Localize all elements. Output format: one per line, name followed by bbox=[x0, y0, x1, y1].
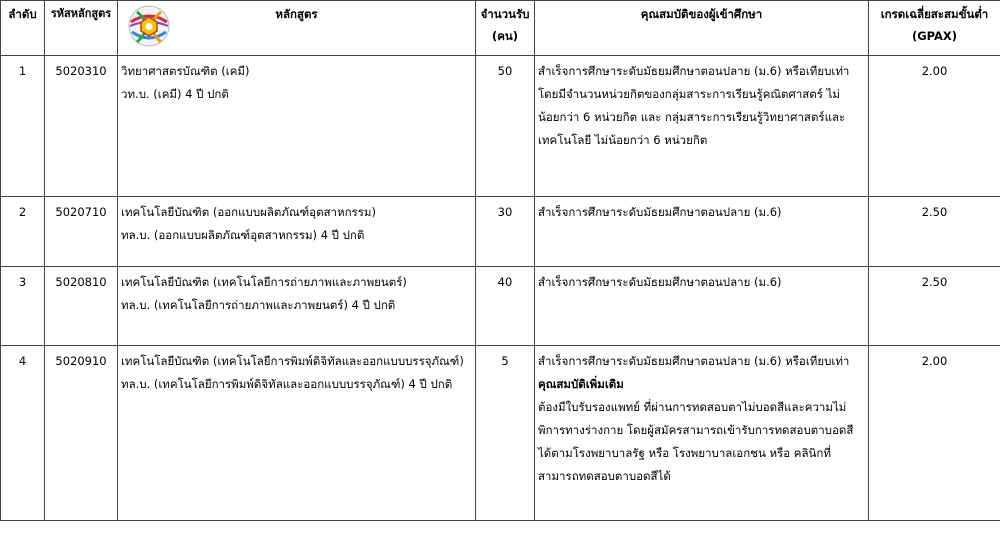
header-gpax: เกรดเฉลี่ยสะสมขั้นต่ำ (GPAX) bbox=[869, 1, 1000, 56]
row-qualification: สำเร็จการศึกษาระดับมัธยมศึกษาตอนปลาย (ม.6) หรือเทียบเท่า โดยมีจำนวนหน่วยกิตของกลุ่มสาระการเรียนรู้คณิตศาสตร์ ไม่ น้อยกว่า 6 หน่วยกิต และ กลุ่มสาระการเรียนรู้วิทยาศาสตร์และ เทคโนโลยี ไม่น้อยกว่า 6 หน่วยกิต bbox=[535, 56, 869, 197]
row-qualification: สำเร็จการศึกษาระดับมัธยมศึกษาตอนปลาย (ม.6) bbox=[535, 267, 869, 346]
row-seats: 50 bbox=[476, 56, 535, 197]
row-no: 2 bbox=[1, 197, 45, 267]
table-row bbox=[1, 346, 1000, 521]
row-course: เทคโนโลยีบัณฑิต (เทคโนโลยีการถ่ายภาพและภาพยนตร์) ทล.บ. (เทคโนโลยีการถ่ายภาพและภาพยนตร์) 4 ปี ปกติ bbox=[118, 267, 476, 346]
row-gpax: 2.50 bbox=[869, 197, 1000, 267]
row-no: 1 bbox=[1, 56, 45, 197]
row-no: 4 bbox=[1, 346, 45, 521]
row-seats: 40 bbox=[476, 267, 535, 346]
header-course: หลักสูตร bbox=[118, 1, 476, 56]
row-gpax: 2.00 bbox=[869, 56, 1000, 197]
row-code: 5020310 bbox=[45, 56, 118, 197]
row-qualification: สำเร็จการศึกษาระดับมัธยมศึกษาตอนปลาย (ม.6) bbox=[535, 197, 869, 267]
header-code: รหัสหลักสูตร bbox=[45, 1, 118, 56]
row-qualification: สำเร็จการศึกษาระดับมัธยมศึกษาตอนปลาย (ม.6) หรือเทียบเท่า คุณสมบัติเพิ่มเติม ต้องมีใบรับรองแพทย์ ที่ผ่านการทดสอบตาไม่บอดสีและความไม่ พิการทางร่างกาย โดยผู้สมัครสามารถเข้ารับการทดสอบตาบอดสี ได้ตามโรงพยาบาลรัฐ หรือ โรงพยาบาลเอกชน หรือ คลินิกที่ สามารถทดสอบตาบอดสีได้ bbox=[535, 346, 869, 521]
table-row bbox=[1, 267, 1000, 346]
table-row bbox=[1, 197, 1000, 267]
row-code: 5020910 bbox=[45, 346, 118, 521]
table-row bbox=[1, 56, 1000, 197]
header-row bbox=[1, 1, 1000, 56]
header-no: ลำดับ bbox=[1, 1, 45, 56]
row-seats: 5 bbox=[476, 346, 535, 521]
row-code: 5020710 bbox=[45, 197, 118, 267]
row-seats: 30 bbox=[476, 197, 535, 267]
row-course: เทคโนโลยีบัณฑิต (ออกแบบผลิตภัณฑ์อุตสาหกรรม) ทล.บ. (ออกแบบผลิตภัณฑ์อุตสาหกรรม) 4 ปี ปกติ bbox=[118, 197, 476, 267]
university-logo-icon bbox=[127, 4, 171, 48]
row-gpax: 2.50 bbox=[869, 267, 1000, 346]
row-gpax: 2.00 bbox=[869, 346, 1000, 521]
row-code: 5020810 bbox=[45, 267, 118, 346]
header-qualification: คุณสมบัติของผู้เข้าศึกษา bbox=[535, 1, 869, 56]
row-no: 3 bbox=[1, 267, 45, 346]
row-course: วิทยาศาสตรบัณฑิต (เคมี) วท.บ. (เคมี) 4 ปี ปกติ bbox=[118, 56, 476, 197]
header-seats: จำนวนรับ (คน) bbox=[476, 1, 535, 56]
extra-qualification-title: คุณสมบัติเพิ่มเติม bbox=[538, 377, 624, 391]
row-course: เทคโนโลยีบัณฑิต (เทคโนโลยีการพิมพ์ดิจิทัลและออกแบบบรรจุภัณฑ์) ทล.บ. (เทคโนโลยีการพิมพ์ดิจิทัลและออกแบบบรรจุภัณฑ์) 4 ปี ปกติ bbox=[118, 346, 476, 521]
